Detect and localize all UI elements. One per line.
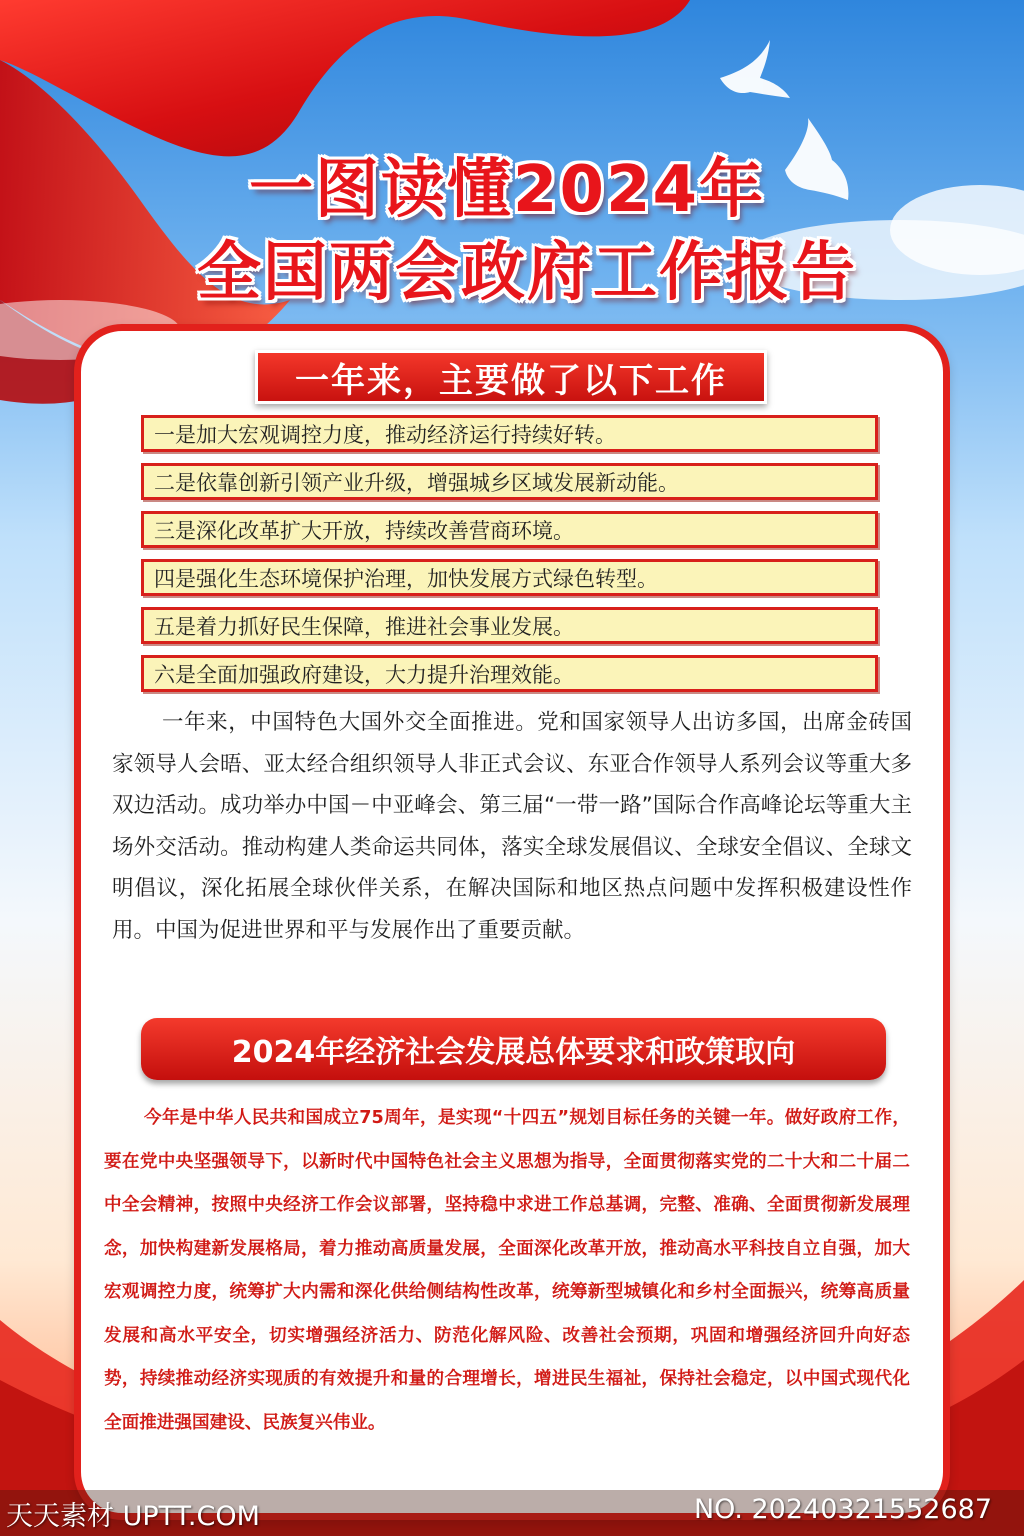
title-line-2: 全国两会政府工作报告 xyxy=(197,236,857,310)
list-item: 六是全面加强政府建设，大力提升治理效能。 xyxy=(141,655,878,692)
list-item: 一是加大宏观调控力度，推动经济运行持续好转。 xyxy=(141,415,878,452)
list-item: 四是强化生态环境保护治理，加快发展方式绿色转型。 xyxy=(141,559,878,596)
red-ribbon-top xyxy=(0,0,690,156)
page-title xyxy=(0,150,1024,316)
watermark-right: NO. 20240321552687 xyxy=(693,1494,992,1525)
section-2-paragraph: 今年是中华人民共和国成立75周年，是实现“十四五”规划目标任务的关键一年。做好政府工作，要在党中央坚强领导下，以新时代中国特色社会主义思想为指导，全面贯彻落实党的二十大和二十届二中全会精神，按照中央经济工作会议部署，坚持稳中求进工作总基调，完整、准确、全面贯彻新发展理念，加快构建新发展格局，着力推动高质量发展，全面深化改革开放，推动高水平科技自立自强，加大宏观调控力度，统筹扩大内需和深化供给侧结构性改革，统筹新型城镇化和乡村全面振兴，统筹高质量发展和高水平安全，切实增强经济活力、防范化解风险、改善社会预期，巩固和增强经济回升向好态势，持续推动经济实现质的有效提升和量的合理增长，增进民生福祉，保持社会稳定，以中国式现代化全面推进强国建设、民族复兴伟业。 xyxy=(104,1108,910,1433)
title-line-1: 一图读懂2024年 xyxy=(248,153,766,227)
work-items-list xyxy=(141,415,878,703)
watermark-left: 天天素材 UPTT.COM xyxy=(6,1501,260,1532)
list-item: 五是着力抓好民生保障，推进社会事业发展。 xyxy=(141,607,878,644)
section-1-paragraph: 一年来，中国特色大国外交全面推进。党和国家领导人出访多国，出席金砖国家领导人会晤、亚太经合组织领导人非正式会议、东亚合作领导人系列会议等重大多双边活动。成功举办中国－中亚峰会、第三届“一带一路”国际合作高峰论坛等重大主场外交活动。推动构建人类命运共同体，落实全球发展倡议、全球安全倡议、全球文明倡议，深化拓展全球伙伴关系，在解决国际和地区热点问题中发挥积极建设性作用。中国为促进世界和平与发展作出了重要贡献。 xyxy=(112,710,912,943)
section-1-heading: 一年来，主要做了以下工作 xyxy=(255,350,767,404)
list-item: 三是深化改革扩大开放，持续改善营商环境。 xyxy=(141,511,878,548)
list-item: 二是依靠创新引领产业升级，增强城乡区域发展新动能。 xyxy=(141,463,878,500)
section-2-heading: 2024年经济社会发展总体要求和政策取向 xyxy=(141,1018,886,1080)
